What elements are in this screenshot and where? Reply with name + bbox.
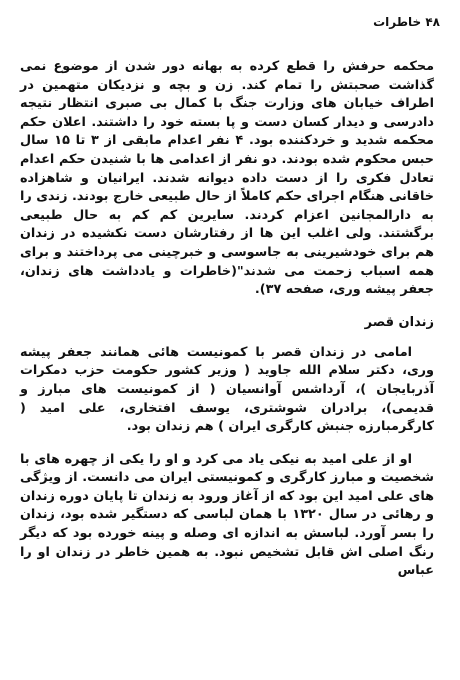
body-text xyxy=(20,58,434,581)
running-head: ۴۸ خاطرات xyxy=(373,15,440,29)
paragraph-trial-verdict: محکمه حرفش را قطع کرده به بهانه دور شدن از موضوع نمی گذاشت صحبتش را تمام کند. زن و بچه و نزدیکان متهمین در اطراف خیابان های وزارت جنگ با کمال بی صبری انتظار نتیجه دادرسی و دیدار کسان دست و پا بسته خود را داشتند. اعلان حکم محکمه شدید و خردکننده بود. ۴ نفر اعدام مابقی از ۳ تا ۱۵ سال حبس محکوم شده بودند. دو نفر از اعدامی ها با شنیدن حکم اعدام تعادل فکری را از دست داده دیوانه شدند. ایرانیان و شاهزاده خاقانی هنگام اجرای حکم کاملاً از حال طبیعی خارج بودند. زندی را به دارالمجانین اعزام کردند. سایرین کم کم به حال طبیعی برگشتند. ولی اغلب این ها از رفتارشان دست نکشیده در زندان هم برای خودشیرینی به جاسوسی و خبرچینی می پرداختند و برای همه اسباب زحمت می شدند"(خاطرات و یادداشت های زندان، جعفر پیشه وری، صفحه ۳۷). xyxy=(20,59,434,298)
section-heading: زندان قصر xyxy=(364,314,434,330)
paragraph-qasr-prison: امامی در زندان قصر با کمونیست هائی همانند جعفر پیشه وری، دکتر سلام الله جاوید ( وزیر کشور حکومت حزب دمکرات آذربایجان )، آرداشس آوانسیان ( از کمونیست های مبارز و قدیمی)، برادران شوشتری، یوسف افتخاری، علی امید ( کارگرمبارزه جنبش کارگری ایران ) هم زندان بود. xyxy=(20,344,434,435)
paragraph-ali-omid: او از علی امید به نیکی یاد می کرد و او را یکی از چهره های با شخصیت و مبارز کارگری و کمونیستی ایران می دانست. از ویژگی های علی امید این بود که از آغاز ورود به زندان تا پایان دوره زندان و رهائی در سال ۱۳۲۰ با همان لباسی که دستگیر شده بود، زندان را بسر آورد. لباسش به اندازه ای وصله و پینه خورده بود که دیگر رنگ اصلی اش قابل تشخیص نبود. به همین خاطر در زندان او را عباس xyxy=(20,451,434,579)
